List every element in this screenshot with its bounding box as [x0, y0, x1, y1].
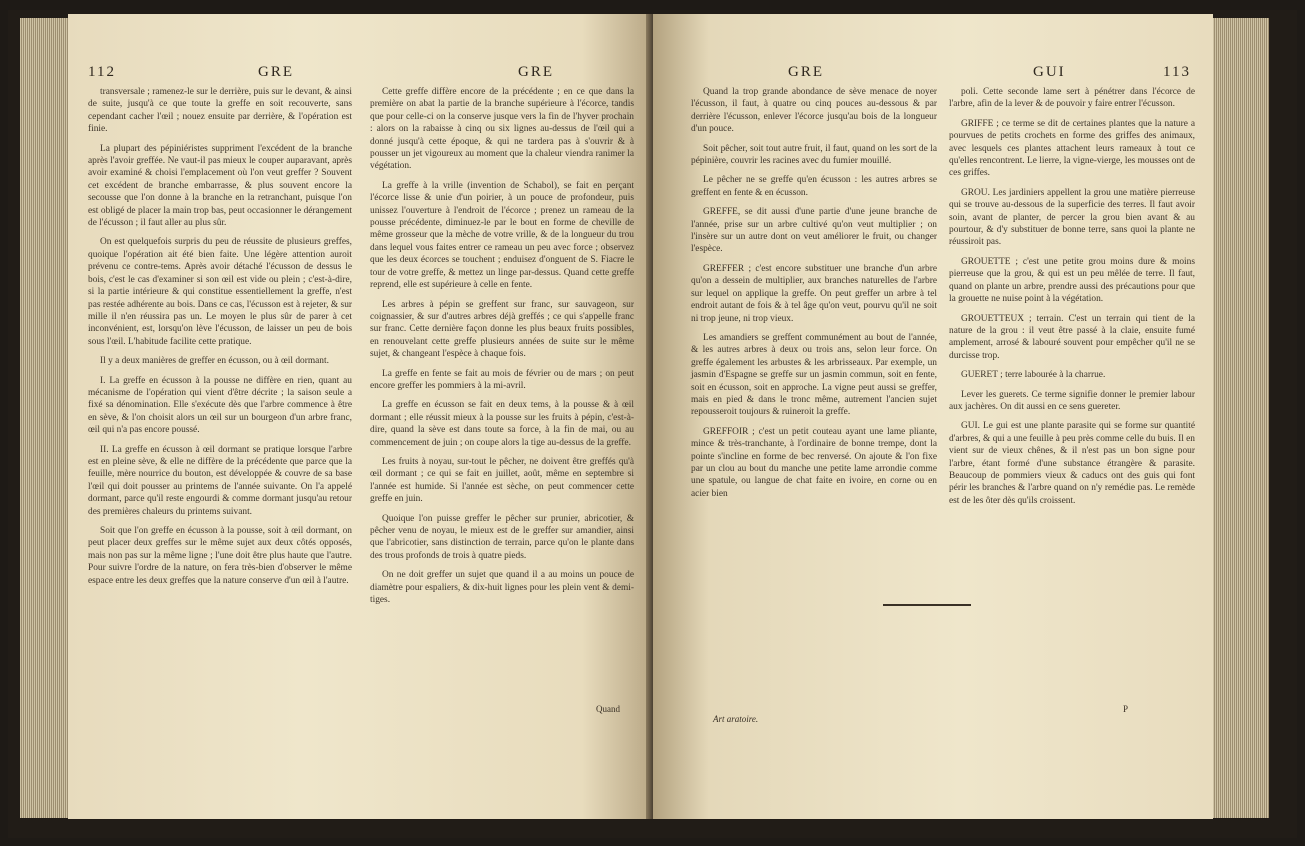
paragraph: GROU. Les jardiniers appellent la grou une matière pierreuse qui se trouve au-dessous de la superficie des terres. Il faut avoir soin, avant de planter, de percer la grou bien avant & au pourtour, & d'y substituer de bonne terre, sans quoi la plante ne réussiroit pas.	[949, 187, 1195, 248]
page-number-right: 113	[1163, 64, 1191, 80]
left-page-edges	[20, 18, 68, 818]
paragraph: GRIFFE ; ce terme se dit de certaines plantes que la nature a pourvues de petits crochets en forme des griffes des animaux, avec lesquels ces plantes attachent leurs rameaux à tout ce qu'elles rencontrent. Le lierre, la vigne-vierge, les mousses ont de ces griffes.	[949, 118, 1195, 179]
paragraph: La greffe en fente se fait au mois de février ou de mars ; on peut encore greffer les pommiers à la mi-avril.	[370, 368, 634, 391]
signature-mark: P	[1123, 704, 1129, 714]
paragraph: La plupart des pépiniéristes suppriment l'excédent de la branche après l'avoir greffée. Ne vaut-il pas mieux le couper auparavant, après avoir examiné & choisi l'emplacement où l'on veut greffer ? Souvent cet excédent de branche embarrasse, & plus souvent encore la secousse que l'on donne à la branche en la retranchant, puisque l'on est obligé de placer la main trop bas, peut occasionner le dérangement de l'écusson ; il faut aller au plus sûr.	[88, 143, 352, 229]
left-page	[68, 14, 652, 819]
paragraph: Les fruits à noyau, sur-tout le pêcher, ne doivent être greffés qu'à œil dormant ; ce qui se fait en juillet, août, même en septembre si l'année est humide. Si l'année est sèche, on peut commencer cette greffe en juin.	[370, 456, 634, 505]
paragraph: Cette greffe diffère encore de la précédente ; en ce que dans la première on abat la partie de la branche supérieure à l'écorce, tandis que pour celle-ci on la conserve jusque vers la fin de l'hyver prochain : alors on la rabaisse à cinq ou six lignes au-dessus de l'œil qui a donné jusqu'à cette époque, & qui ne tardera pas à s'ouvrir & à pousser un jet vigoureux au moment que la chaleur viendra ranimer la végétation.	[370, 87, 634, 172]
page-number-left: 112	[88, 64, 116, 80]
paragraph: Quoique l'on puisse greffer le pêcher sur prunier, abricotier, & pêcher venu de noyau, le mieux est de le greffer sur amandier, ainsi que l'abricotier, sans distinction de terrain, parce qu'on le plante dans des trous profonds de trois à quatre pieds.	[370, 513, 634, 561]
paragraph: GROUETTEUX ; terrain. C'est un terrain qui tient de la nature de la grou : il veut être passé à la claie, ensuite fumé amplement, arrosé & labouré souvent pour empêcher qu'il ne se durcisse trop.	[949, 313, 1195, 361]
running-head-right: GUI	[1033, 64, 1066, 80]
paragraph: GUI. Le gui est une plante parasite qui se forme sur quantité d'arbres, & qui a une feuille à peu près comme celle du buis. Il en vient sur de vieux chênes, & il n'est pas un bon signe pour l'arbre, étant formé d'une substance étrangère & parasite. Beaucoup de pommiers vieux & caducs ont des guis qui font périr les branches & l'arbre quand on n'y remédie pas. Le remède est de les ôter dès qu'ils croissent.	[949, 421, 1195, 506]
paragraph: On ne doit greffer un sujet que quand il a au moins un pouce de diamètre pour espaliers, & dix-huit lignes pour les plein vent & demi-tiges.	[370, 570, 634, 606]
paragraph: GREFFE, se dit aussi d'une partie d'une jeune branche de l'année, prise sur un arbre cultivé qu'on veut multiplier ; on l'insère sur un autre dont on veut améliorer le fruit, ou changer l'espèce.	[691, 207, 937, 255]
paragraph: Les amandiers se greffent communément au bout de l'année, & les autres arbres à deux ou trois ans, selon leur force. On greffe également les arbustes & les arbrisseaux. Par exemple, un jasmin d'Espagne se greffe sur un jasmin commun, soit en fente, soit en écusson, soit en approche. La vigne peut aussi se greffer, mais en pied & dans le tronc même, autrement l'ancien sujet repousseroit toujours & ruineroit la greffe.	[691, 332, 937, 418]
paragraph: I. La greffe en écusson à la pousse ne diffère en rien, quant au mécanisme de l'opération qui vient d'être décrite ; la saison seule a fixé sa dénomination. Elle s'exécute dès que l'arbre commence à être en sève, & l'on choisit alors un œil sur un bourgeon d'un arbre franc, œil qui n'a pas encore poussé.	[88, 375, 352, 436]
paragraph: La greffe à la vrille (invention de Schabol), se fait en perçant l'écorce lisse & unie d'un poirier, à un pouce de profondeur, puis unissez l'ouverture à l'endroit de l'écorce ; prenez un rameau de la pousse précédente, diminuez-le par le bout en forme de cheville de même grosseur que la mèche de votre vrille, & de la longueur du trou dans lequel vous faites entrer ce rameau un peu avec force ; observez que les deux écorces se touchent ; enduisez d'onguent de S. Fiacre le tour de votre greffe, & mettez un linge par-dessus. Quand cette greffe reprend, elle est supérieure à celle en fente.	[370, 180, 634, 291]
footer-title: Art aratoire.	[713, 714, 759, 724]
paragraph: poli. Cette seconde lame sert à pénétrer dans l'écorce de l'arbre, afin de la lever & de pouvoir y faire entrer l'écusson.	[949, 87, 1195, 110]
paragraph: GREFFER ; c'est encore substituer une branche d'un arbre qu'on a dessein de multiplier, aux branches naturelles de l'arbre sur lequel on applique la greffe. On peut greffer un arbre à tel endroit autant de fois & à tel âge qu'on veut, pourvu qu'il ne soit ni trop jeune, ni trop vieux.	[691, 263, 937, 324]
paragraph: Le pêcher ne se greffe qu'en écusson : les autres arbres se greffent en fente & en écusson.	[691, 175, 937, 198]
running-head-left: GRE	[788, 64, 824, 80]
running-head-right: GRE	[518, 64, 554, 80]
paragraph: transversale ; ramenez-le sur le derrière, puis sur le devant, & ainsi de suite, jusqu'à ce que toute la greffe en soit recouverte, sans cependant cacher l'œil ; nouez ensuite par derrière, & l'opération est finie.	[88, 87, 352, 135]
paragraph: Soit que l'on greffe en écusson à la pousse, soit à œil dormant, on peut placer deux greffes sur le même sujet aux deux côtés opposés, mais non pas sur la même ligne ; l'une doit être plus haute que l'autre. Pour suivre l'ordre de la nature, on fera très-bien d'observer le même espace entre les deux greffes que la nature conserve d'un œil à l'autre.	[88, 526, 352, 586]
paragraph: Soit pêcher, soit tout autre fruit, il faut, quand on les sort de la pépinière, couvrir les racines avec du fumier mouillé.	[691, 143, 937, 167]
right-page	[653, 14, 1213, 819]
paragraph: La greffe en écusson se fait en deux tems, à la pousse & à œil dormant ; elle réussit mieux à la pousse sur les fruits à pépin, c'est-à-dire, quand la sève est dans toute sa force, à la fin de mai, ou au commencement de juin ; on coupe alors la tige au-dessus de la greffe.	[370, 400, 634, 448]
paragraph: GROUETTE ; c'est une petite grou moins dure & moins pierreuse que la grou, & qui est un peu mêlée de terre. Il faut, quand on plante un arbre, prendre aussi des précautions pour que la grouette ne nuise point à la végétation.	[949, 256, 1195, 305]
paragraph: Lever les guerets. Ce terme signifie donner le premier labour aux jachères. On dit aussi en ce sens guereter.	[949, 389, 1195, 412]
right-page-column-1	[691, 86, 937, 507]
paragraph: GREFFOIR ; c'est un petit couteau ayant une lame pliante, mince & très-tranchante, à l'ordinaire de bonne trempe, dont la pointe s'incline en forme de bec renversé. On ajoute & l'on fixe par un clou au bout du manche une petite lame arrondie comme une spatule, ou langue de chat faite en ivoire, en corne ou en acier bien	[691, 426, 937, 499]
left-page-column-2	[370, 86, 634, 613]
running-head-left: GRE	[258, 64, 294, 80]
catchword: Quand	[596, 704, 620, 714]
paragraph: II. La greffe en écusson à œil dormant se pratique lorsque l'arbre est en pleine sève, & elle ne diffère de la précédente que parce que la feuille, mère nourrice du bouton, est développée & couvre de sa base l'œil qui doit pousser au printems de l'année suivante. On l'a appelé dormant, parce qu'il reste engourdi & comme dormant jusqu'au retour des premières chaleurs du printems suivant.	[88, 444, 352, 517]
paragraph: Les arbres à pépin se greffent sur franc, sur sauvageon, sur coignassier, & sur d'autres arbres déjà greffés ; ce qui s'appelle franc sur franc. Cette dernière façon donne les plus beaux fruits possibles, en renouvelant cette greffe plusieurs années de suite sur le même sujet, & changeant l'espèce à chaque fois.	[370, 299, 634, 360]
right-page-column-2	[949, 86, 1195, 514]
right-page-edges	[1213, 18, 1269, 818]
paragraph: Quand la trop grande abondance de sève menace de noyer l'écusson, il faut, à quatre ou cinq pouces au-dessous & par derrière l'écusson, enlever l'écorce jusqu'au bois de la longueur d'un pouce.	[691, 87, 937, 135]
end-rule	[883, 604, 971, 606]
paragraph: GUERET ; terre labourée à la charrue.	[961, 370, 1106, 381]
paragraph: On est quelquefois surpris du peu de réussite de plusieurs greffes, quoique l'opération ait été bien faite. Une légère attention auroit prévenu ce contre-tems. Après avoir détaché l'écusson de dessus le bois, c'est le cas d'examiner si son œil est vide ou plein ; c'est-à-dire, si la partie intérieure & qui constitue essentiellement la greffe, n'est pas restée adhérente au bois. Dans ce cas, l'écusson est à rejeter, & sur mille il n'en réussira pas un. Le moyen le plus sûr de parer à cet inconvénient, est, lorsqu'on lève l'écusson, de laisser un peu de bois sous l'œil. L'habitude facilite cette pratique.	[88, 237, 352, 347]
left-page-column-1	[88, 86, 352, 594]
paragraph: Il y a deux manières de greffer en écusson, ou à œil dormant.	[100, 356, 329, 367]
